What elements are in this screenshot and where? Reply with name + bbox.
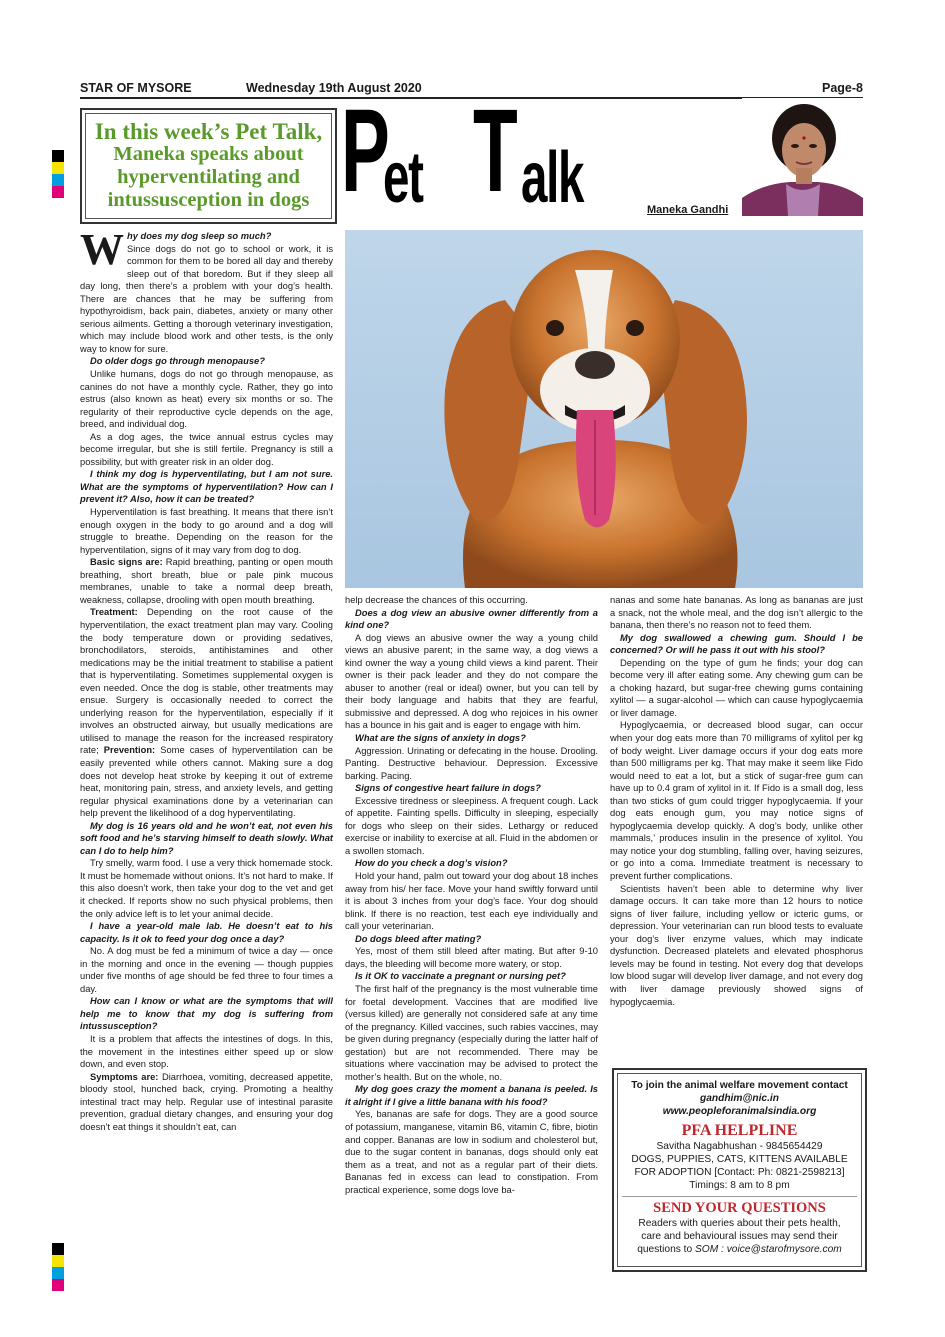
pet-talk-masthead (341, 85, 651, 220)
send-address[interactable]: SOM : voice@starofmysore.com (695, 1244, 842, 1255)
answer-chewing-gum-2: Hypoglycaemia, or decreased blood sugar, can occur when your dog eats more than 70 milligrams of xylitol per kg of body weight. Liver damage occurs if your dog eats more than 500 milligrams per kg. That may make it seem like Fido would need to eat a lot, but a stick of sugar-free gum can have up to 0.4 gram of xylitol in it. If Fido is a small dog, less than two sticks of gum could trigger hypoglycaemia. If your dog eats enough gum, you may notice signs of hypoglycaemia develop quickly. A dog’s body, unlike other mammals,’ produces insulin in the presence of xylitol. You may notice your dog stumbling, falling over, having seizures, or go into a coma. Immediate treatment is necessary to prevent further complications. (610, 720, 863, 882)
contact-email[interactable]: gandhim@nic.in (700, 1093, 779, 1104)
send-questions-title: SEND YOUR QUESTIONS (653, 1200, 826, 1216)
answer-bleeding: Yes, most of them still bleed after mating. But after 9-10 days, the bleeding will become more watery, or stop. (345, 946, 598, 969)
question-feeding: I have a year-old male lab. He doesn’t eat to his capacity. Is it ok to feed your dog once a day? (80, 921, 333, 944)
send-text-3a: questions to (637, 1244, 695, 1255)
answer-feeding: No. A dog must be fed a minimum of twice a day — once in the morning and once in the evening — though puppies under five months of age should be fed three to four times a day. (80, 946, 333, 994)
question-vision: How do you check a dog’s vision? (355, 858, 508, 869)
question-banana: My dog goes crazy the moment a banana is peeled. Is it alright if I give a little banana with his food? (345, 1084, 598, 1107)
helpline-person: Savitha Nagabhushan - 9845654429 (656, 1141, 823, 1152)
masthead-p: P (341, 85, 389, 217)
article-column-2 (345, 594, 598, 1196)
prevention-label: Prevention: (103, 745, 156, 756)
contact-box (612, 1068, 867, 1272)
treatment-text: Depending on the root cause of the hyperventilation, the exact treatment plan may vary. Cooling the body temperature down or providing sedatives, bronchodilators, steroids, antihistamines and other medications may be the initial treatment to stabilise a patient that is hyperventilating. Sometimes supplemental oxygen is even needed. Once the dog is stable, other treatments may ensue. Surgery is occasionally needed to correct the underlying reason for the hyperventilation, especially if it involves an obstructed airway, but usually medications are utilised to manage the reason for the increased respiratory rate; (80, 607, 333, 756)
helpline-timings: Timings: 8 am to 8 pm (689, 1180, 790, 1191)
basic-signs-label: Basic signs are: (90, 557, 163, 568)
symptoms-text: Diarrhoea, vomiting, decreased appetite, bloody stool, hunched back, crying. Promoting a healthy intestinal tract may help. Regular use of intestinal parasite prevention, gradual dietary changes, and ensuring your dog doesn’t eat things it shouldn’t eat, can (80, 1071, 333, 1132)
columnist-byline: Maneka Gandhi (647, 204, 729, 216)
columnist-portrait (742, 98, 863, 216)
adoption-line-2: FOR ADOPTION [Contact: Ph: 0821-2598213] (634, 1167, 845, 1178)
prevention-text: Some cases of hyperventilation can be easily prevented while others cannot. Making sure a dog does not develop heat stroke by keeping it out of extreme heat, monitoring pain, stress, and anxiety levels, and getting regular physical examinations done by a veterinarian can help prevent the likelihood of a dog hyperventilating. (80, 745, 334, 819)
basic-signs-text: Rapid breathing, panting or open mouth breathing, short breath, blue or pale pink mucous membranes, unable to take a normal deep breath, weakness, collapse, drooling with open mouth breathing. (80, 557, 333, 605)
answer-hyperventilation: Hyperventilation is fast breathing. It means that there isn’t enough oxygen in the body to go around and a dog will struggle to breathe. Depending on the reason for the hyperventilation, signs of it may vary from dog to dog. (80, 507, 333, 555)
answer-intussusception: It is a problem that affects the intestines of dogs. In this, the movement in the intestines either speed up or slow down, and even stop. (80, 1034, 333, 1070)
question-chewing-gum: My dog swallowed a chewing gum. Should I be concerned? Or will he pass it out with his stool? (610, 632, 863, 656)
masthead-et: et (383, 138, 423, 218)
helpline-title: PFA HELPLINE (681, 1122, 798, 1139)
article-column-1 (80, 225, 334, 1133)
treatment-label: Treatment: (90, 607, 138, 618)
answer-chewing-gum-3: Scientists haven’t been able to determine why liver damage occurs. It can take more than 12 hours to notice signs of liver failure, including yellow or icteric gums, or depression. Your veterinarian can run blood tests to evaluate your dog’s liver enzyme values, which may indicate dysfunction. Decreased platelets and elevated phosphorus levels may be found in testing. Not every dog that develops low blood sugar will develop liver damage, and not every dog with liver damage previously showed signs of hypoglycaemia. (610, 883, 863, 1007)
masthead-t: T (473, 85, 517, 217)
question-hyperventilation: I think my dog is hyperventilating, but I am not sure. What are the symptoms of hyperventilation? How can I prevent it? Also, how it can be treated? (80, 469, 333, 505)
contact-divider (622, 1196, 857, 1197)
question-heart-failure: Signs of congestive heart failure in dogs? (355, 783, 541, 794)
answer-anxiety: Aggression. Urinating or defecating in the house. Drooling. Panting. Destructive behaviour. Depression. Excessive barking. Pacing. (345, 745, 598, 781)
registration-mark-bottom (52, 1243, 64, 1291)
dropcap-w: W (80, 225, 124, 274)
symptoms-label: Symptoms are: (90, 1071, 159, 1082)
publication-name: STAR OF MYSORE (80, 81, 192, 95)
article-column-3 (610, 594, 863, 1008)
masthead-alk: alk (521, 138, 584, 218)
contact-intro: To join the animal welfare movement contact (631, 1080, 848, 1091)
contact-website[interactable]: www.peopleforanimalsindia.org (662, 1106, 817, 1117)
question-sleep: hy does my dog sleep so much? (127, 231, 272, 241)
teaser-line-1: In this week’s Pet Talk, (94, 119, 323, 144)
answer-banana: Yes, bananas are safe for dogs. They are a good source of potassium, manganese, vitamin B6, vitamin C, fibre, biotin and copper. Bananas are low in sodium and cholesterol but, due to the sugar content in bananas, dogs should only eat them as a treat, and not as a regular part of their diets. Bananas fed in excess can lead to constipation. From practical experience, some dogs love ba- (345, 1109, 598, 1195)
answer-abusive-owner: A dog views an abusive owner the way a young child views an abusive parent; in the same way, a dog views a kind owner the way a young child views a kind parent. Their owner is their pack leader and they do not compare the abuser to another (real or ideal) owner, but you can tell by their body language and habits that they are fearful, submissive and depressed. A dog who rejoices in his owner has a bounce in his gait and is eager to engage with him. (345, 632, 598, 731)
answer-vaccinate: The first half of the pregnancy is the most vulnerable time for foetal development. Vaccines that are modified live (versus killed) are generally not considered safe at any time of the pregnancy. Killed vaccines, such rabies vaccines, may be given during pregnancy (especially during the latter half of gestation) but are not recommended. There may be situations where vaccination may be advised to protect the mother’s health. But on the whole, no. (345, 983, 598, 1082)
question-bleeding: Do dogs bleed after mating? (355, 933, 482, 944)
question-menopause: Do older dogs go through menopause? (90, 356, 265, 367)
answer-vision: Hold your hand, palm out toward your dog about 18 inches away from his/ her face. Move your hand swiftly forward until it is about 3 inches from your dog’s face. Your dog should blink. If there is no reaction, test each eye individually and call your veterinarian. (345, 871, 598, 932)
question-intussusception: How can I know or what are the symptoms that will help me to know that my dog is suffering from intussusception? (80, 996, 333, 1032)
answer-chewing-gum-1: Depending on the type of gum he finds; your dog can become very ill after eating some. Any chewing gum can be a choking hazard, but sugar-free chewing gums containing xylitol — a sugar-alcohol — which can cause hypoglycaemia or liver damage. (610, 657, 863, 718)
answer-menopause-2: As a dog ages, the twice annual estrus cycles may become irregular, but she is still fertile. Pregnancy is still a possibility, but with greater risk in an older dog. (80, 431, 333, 467)
teaser-text (86, 120, 331, 212)
question-old-dog-eating: My dog is 16 years old and he won’t eat, not even his soft food and he’s starving himself to death slowly. What can I do to help him? (80, 820, 333, 856)
col3-continuation: nanas and some hate bananas. As long as bananas are just a snack, not the whole meal, and the dog isn’t allergic to the banana, then there’s no reason not to feed them. (610, 595, 863, 631)
page-number: Page-8 (822, 81, 863, 95)
dog-photo (345, 230, 863, 588)
registration-mark-top (52, 150, 64, 198)
send-text-1: Readers with queries about their pets health, (638, 1218, 841, 1229)
page-header (80, 80, 863, 98)
answer-heart-failure: Excessive tiredness or sleepiness. A frequent cough. Lack of appetite. Fainting spells. Difficulty in sleeping, especially for dogs who sleep on their sides. Lethargy or reduced exercise or inability to exercise at all. Fluid in the abdomen or a swollen stomach. (345, 795, 598, 856)
teaser-line-rest: Maneka speaks about hyperventilating and intussusception in dogs (107, 143, 310, 211)
send-text-2: care and behavioural issues may send their (641, 1231, 838, 1242)
adoption-line-1: DOGS, PUPPIES, CATS, KITTENS AVAILABLE (631, 1154, 848, 1165)
answer-old-dog-eating: Try smelly, warm food. I use a very thick homemade stock. It must be homemade without onions. It’s not hard to make. If this also doesn’t work, then take your dog to the vet and get it checked. If reports show no such physical problems, then the only advice left is to let your animal decide. (80, 858, 333, 919)
question-vaccinate: Is it OK to vaccinate a pregnant or nursing pet? (355, 971, 566, 982)
question-anxiety: What are the signs of anxiety in dogs? (355, 733, 526, 744)
teaser-box (80, 108, 337, 224)
answer-sleep: Since dogs do not go to school or work, it is common for them to be bored all day and thereby sleep out of that boredom. But if they sleep all day long, then there’s a problem with your dog’s health. There are chances that he may be suffering from hypothyroidism, back pain, diabetes, anxiety or many other serious ailments. Getting a thorough veterinary investigation, which may include blood work and other tests, is the only way to know for sure. (80, 243, 333, 354)
question-abusive-owner: Does a dog view an abusive owner differently from a kind one? (345, 607, 598, 631)
issue-date: Wednesday 19th August 2020 (246, 81, 422, 95)
col2-continuation: help decrease the chances of this occurring. (345, 595, 528, 605)
answer-menopause-1: Unlike humans, dogs do not go through menopause, as canines do not have a monthly cycle. Rather, they go into estrus (also known as heat) every six months or so. The regularity of their reproductive cycle depends on the age, breed, and individual dog. (80, 369, 333, 430)
